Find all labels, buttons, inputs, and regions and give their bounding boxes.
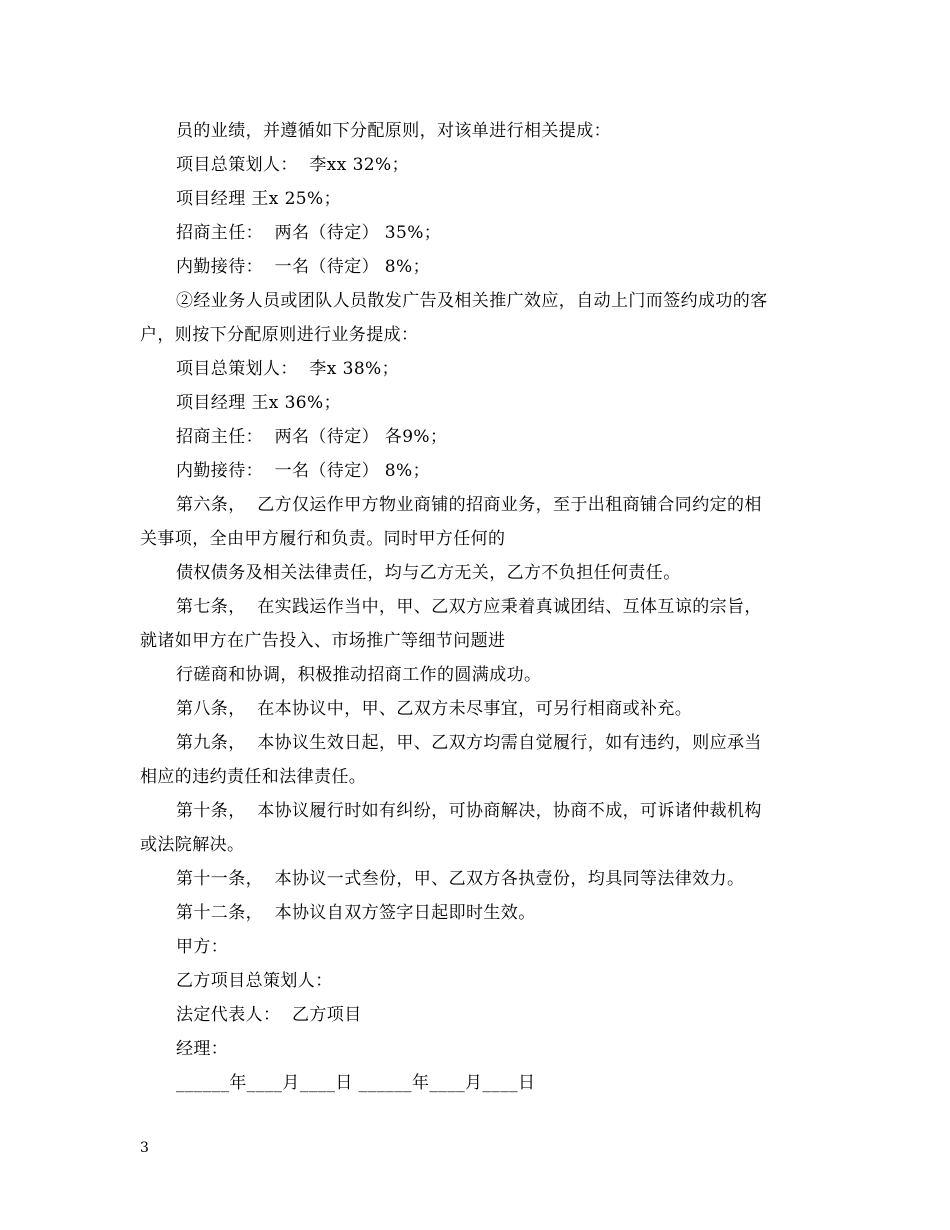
text-line: 招商主任： 两名（待定） 35%； <box>176 223 442 243</box>
text-line: 第十条， 本协议履行时如有纠纷，可协商解决，协商不成，可诉诸仲裁机构 <box>176 801 762 821</box>
text-line: 经理： <box>176 1039 229 1059</box>
text-line: 项目总策划人： 李xx 32%； <box>176 155 409 175</box>
text-line: 第七条， 在实践运作当中，甲、乙双方应秉着真诚团结、互体互谅的宗旨， <box>176 597 762 617</box>
text-line: 第六条， 乙方仅运作甲方物业商铺的招商业务，至于出租商铺合同约定的相 <box>176 495 762 515</box>
text-line: 相应的违约责任和法律责任。 <box>140 767 367 787</box>
text-line: 项目总策划人： 李x 38%； <box>176 359 399 379</box>
text-line: 项目经理 王x 36%； <box>176 393 341 413</box>
text-line: 关事项，全由甲方履行和负责。同时甲方任何的 <box>140 529 506 549</box>
text-line: 内勤接待： 一名（待定） 8%； <box>176 257 430 277</box>
text-line: 第九条， 本协议生效日起，甲、乙双方均需自觉履行，如有违约，则应承当 <box>176 733 762 753</box>
text-line: 第十二条， 本协议自双方签字日起即时生效。 <box>176 903 536 923</box>
text-line: 行磋商和协调，积极推动招商工作的圆满成功。 <box>176 665 542 685</box>
signature-date-line: ______年____月____日 ______年____月____日 <box>176 1073 536 1093</box>
text-line: 招商主任： 两名（待定） 各9%； <box>176 427 448 447</box>
text-line: 项目经理 王x 25%； <box>176 189 341 209</box>
text-line: 债权债务及相关法律责任，均与乙方无关，乙方不负担任何责任。 <box>176 563 681 583</box>
text-line: 户，则按下分配原则进行业务提成： <box>140 325 419 345</box>
text-line: 第十一条， 本协议一式叁份，甲、乙双方各执壹份，均具同等法律效力。 <box>176 869 745 889</box>
text-line: 第八条， 在本协议中，甲、乙双方未尽事宜，可另行相商或补充。 <box>176 699 693 719</box>
text-line: 或法院解决。 <box>140 835 245 855</box>
text-line: 乙方项目总策划人： <box>176 971 333 991</box>
text-line: 就诸如甲方在广告投入、市场推广等细节问题进 <box>140 631 506 651</box>
text-line: 内勤接待： 一名（待定） 8%； <box>176 461 430 481</box>
text-line: 法定代表人： 乙方项目 <box>176 1005 362 1025</box>
text-line: ②经业务人员或团队人员散发广告及相关推广效应，自动上门而签约成功的客 <box>176 291 768 311</box>
text-line: 甲方： <box>176 937 229 957</box>
page-number: 3 <box>140 1140 149 1156</box>
text-line: 员的业绩，并遵循如下分配原则，对该单进行相关提成： <box>176 121 611 141</box>
